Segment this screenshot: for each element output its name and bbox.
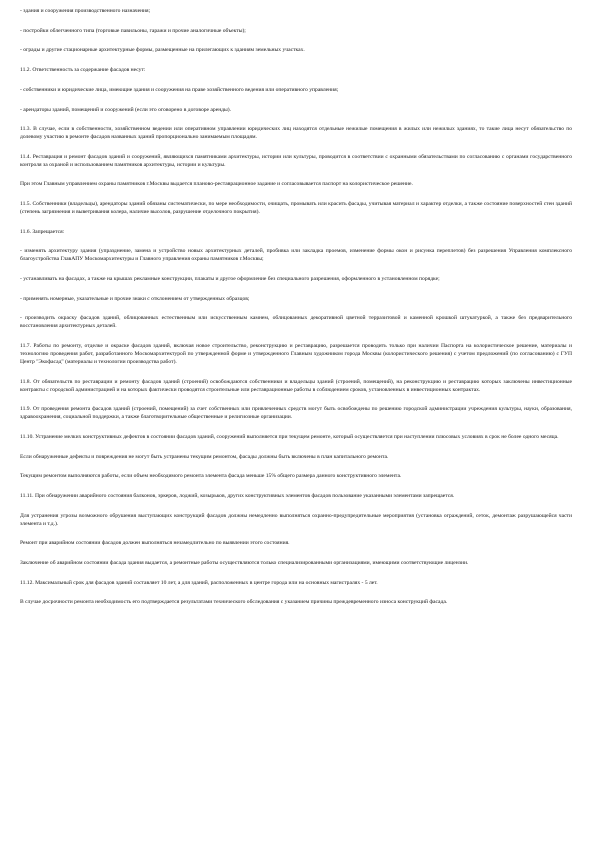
paragraph: - арендаторы зданий, помещений и сооружений (если это оговорено в договоре аренды). <box>20 106 232 113</box>
paragraph: 11.4. Реставрация и ремонт фасадов зданий и сооружений, являющихся памятниками архитектуры, истории или культуры, проводится в соответствии с охранными обязательствами по согласованию с органами государственного контроля за охраной и использованием памятников архитектуры, истории и культуры. <box>20 153 572 168</box>
paragraph: Ремонт при аварийном состоянии фасадов должен выполняться незамедлительно по выявлении этого состояния. <box>20 540 290 547</box>
paragraph: - собственники и юридические лица, имеющие здания и сооружения на праве хозяйственного ведения или оперативного управления; <box>20 86 339 93</box>
paragraph: 11.5. Собственники (владельцы), арендаторы зданий обязаны систематически, по мере необходимости, очищать, промывать или красить фасады, учитывая материал и характер отделки, а также состояние поверхностей стен зданий (степень загрязнения и выветривания колера, наличие высолов, разрушение отделочного покрытия). <box>20 201 572 216</box>
paragraph: 11.9. От проведения ремонта фасадов зданий (строений, помещений) за счет собственных или привлеченных средств могут быть освобождены по решению городской администрации учреждения культуры, науки, образования, здравоохранения, социальной поддержки, а также благотворительные общественные и религиозные организации. <box>20 406 572 421</box>
paragraph: 11.6. Запрещается: <box>20 228 65 235</box>
paragraph: 11.10. Устранение мелких конструктивных дефектов в состоянии фасадов зданий, сооружений выполняется при текущем ремонте, который осуществляется при наступлении плюсовых условиях в срок не более одного месяца. <box>20 433 559 440</box>
paragraph: - производить окраску фасадов зданий, облицованных естественным или искусственным камнем, облицованных декоративной цветной терразитовой и каменной крошкой штукатуркой, а также без предварительного восстановления архитектурных деталей. <box>20 315 572 330</box>
paragraph: Текущим ремонтом выполняются работы, если объем необходимого ремонта элемента фасада меньше 15% общего размера данного конструктивного элемента. <box>20 473 402 480</box>
paragraph: - применять номерные, указательные и прочие знаки с отклонением от утвержденных образцов; <box>20 295 250 302</box>
paragraph: 11.2. Ответственность за содержание фасадов несут: <box>20 67 146 74</box>
paragraph: - ограды и другие стационарные архитектурные формы, размещенные на прилегающих к зданиям земельных участках. <box>20 47 305 54</box>
paragraph: - устанавливать на фасадах, а также на крышах рекламные конструкции, плакаты и другое оформление без специального разрешения, оформленного в установленном порядке; <box>20 276 440 283</box>
paragraph: 11.12. Максимальный срок для фасадов зданий составляет 10 лет, а для зданий, расположенных в центре города или на основных магистралях - 5 лет. <box>20 579 378 586</box>
paragraph: - изменять архитектуру здания (упразднение, замена и устройство новых архитектурных деталей, пробивка или закладка проемов, изменение формы окон и рисунка переплетов) без разрешения Управления комплексного благоустройства ГлавАПУ Москомархитектуры и Главного управления охраны памятников г.Москвы; <box>20 248 572 263</box>
paragraph: Для устранения угрозы возможного обрушения выступающих конструкций фасадов должны немедленно выполняться охранно-предупредительные мероприятия (установка ограждений, сеток, демонтаж разрушающейся части элемента и т.д.). <box>20 512 572 527</box>
paragraph: Заключение об аварийном состоянии фасада здания выдается, а ремонтные работы осуществляются только специализированными организациями, имеющими соответствующие лицензии. <box>20 559 469 566</box>
paragraph: 11.7. Работы по ремонту, отделке и окраске фасадов зданий, включая новое строительство, реконструкцию и реставрацию, разрешается проводить только при наличии Паспорта на колористическое решение, материалы и технологию проведения работ, разработанного Москомархитектурой по утвержденной форме и утвержденного Главным художником города Москвы (колористического решения) с учетом предложений (по согласованию) с ГУП Центр "Экофасад" (материалы и технологии производства работ). <box>20 343 572 365</box>
paragraph: При этом Главным управлением охраны памятников г.Москвы выдается планово-реставрационное задание и согласовывается паспорт на колористическое решение. <box>20 181 413 188</box>
paragraph: 11.11. При обнаружении аварийного состояния балконов, эркеров, лоджий, козырьков, других конструктивных элементов фасадов пользование указанными элементами запрещается. <box>20 492 455 499</box>
paragraph: - здания и сооружения производственного назначения; <box>20 8 151 14</box>
document-body <box>20 8 572 607</box>
paragraph: 11.8. От обязательств по реставрации и ремонту фасадов зданий (строений) освобождаются собственники и владельцы зданий (строений, помещений), на реконструкцию и реставрацию которых заключены инвестиционные контракты с городской администрацией и на которых фактически проводятся строительные или реставрационные работы в соблюдением сроков, установленных в инвестиционных контрактах. <box>20 378 572 393</box>
paragraph: - постройки облегченного типа (торговые павильоны, гаражи и прочие аналогичные объекты); <box>20 27 246 34</box>
paragraph: В случае досрочности ремонта необходимость его подтверждается результатами технического обследования с указанием причины преждевременного износа конструкций фасада. <box>20 599 448 606</box>
paragraph: Если обнаруженные дефекты и повреждения не могут быть устранены текущим ремонтом, фасады должны быть включены в план капитального ремонта. <box>20 453 389 460</box>
paragraph: 11.3. В случае, если в собственности, хозяйственном ведении или оперативном управлении юридических лиц находятся отдельные нежилые помещения в жилых или нежилых зданиях, то такие лица несут обязательство по долевому участию в ремонте фасадов названных зданий пропорционально занимаемым площадям. <box>20 126 572 141</box>
